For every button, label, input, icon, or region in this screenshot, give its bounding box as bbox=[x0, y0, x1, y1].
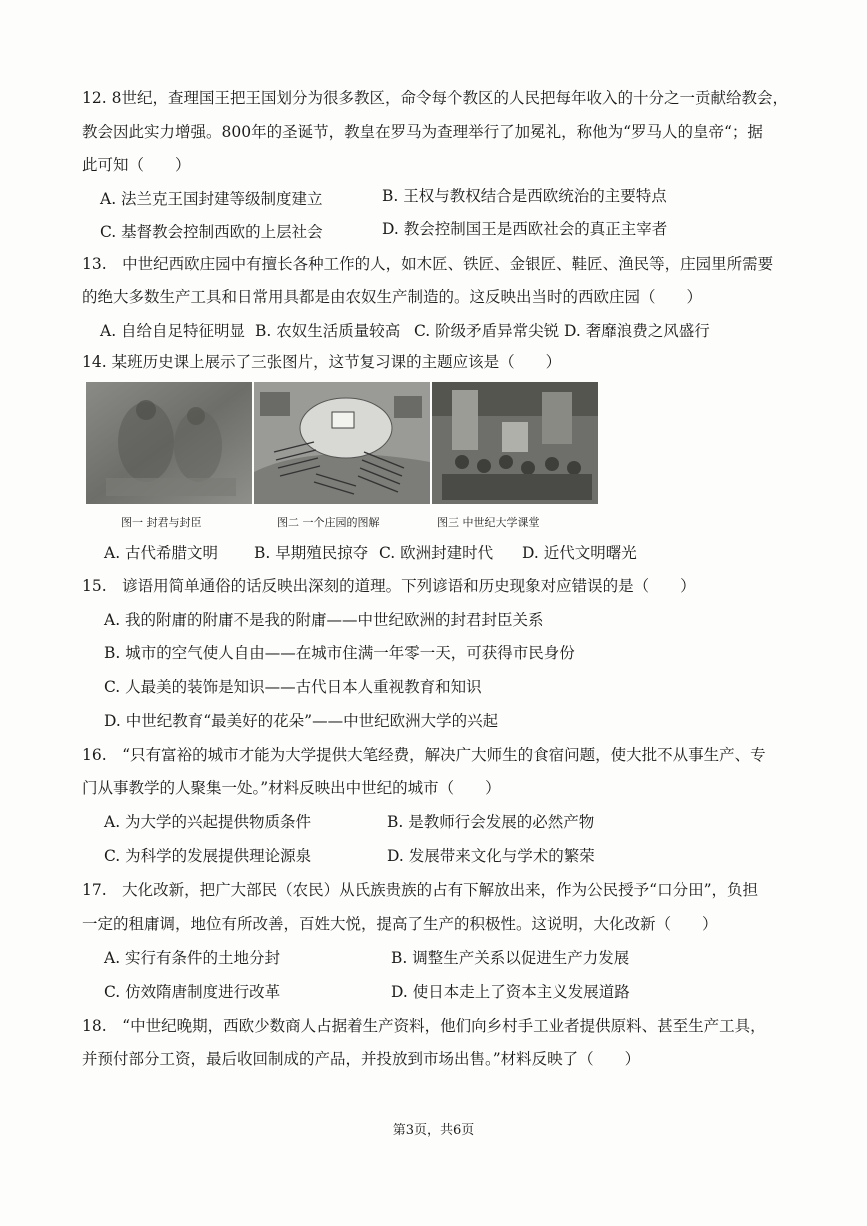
q13-line-1: 13. 中世纪西欧庄园中有擅长各种工作的人，如木匠、铁匠、金银匠、鞋匠、渔民等，庄园里所需要 bbox=[82, 255, 774, 273]
q12-option-d: D. 教会控制国王是西欧社会的真正主宰者 bbox=[382, 220, 668, 238]
q17-option-a: A. 实行有条件的土地分封 bbox=[104, 949, 281, 967]
q12-option-b: B. 王权与教权结合是西欧统治的主要特点 bbox=[382, 187, 667, 205]
q12-line-3: 此可知（ ） bbox=[82, 156, 191, 174]
q15-option-d: D. 中世纪教育“最美好的花朵”——中世纪欧洲大学的兴起 bbox=[104, 712, 499, 730]
figure-university-classroom-image bbox=[432, 382, 598, 504]
figure-lord-vassal bbox=[86, 382, 252, 504]
q14-option-b: B. 早期殖民掠夺 bbox=[254, 544, 369, 562]
q18-line-2: 并预付部分工资，最后收回制成的产品，并投放到市场出售。”材料反映了（ ） bbox=[82, 1050, 641, 1068]
q12-option-a: A. 法兰克王国封建等级制度建立 bbox=[100, 190, 323, 208]
q13-option-a: A. 自给自足特征明显 bbox=[100, 322, 246, 340]
q14-line-1: 14. 某班历史课上展示了三张图片，这节复习课的主题应该是（ ） bbox=[82, 353, 562, 371]
q16-line-1: 16. “只有富裕的城市才能为大学提供大笔经费，解决广大师生的食宿问题，使大批不从事生产、专 bbox=[82, 746, 766, 764]
q16-option-b: B. 是教师行会发展的必然产物 bbox=[387, 813, 595, 831]
q16-line-2: 门从事教学的人聚集一处。”材料反映出中世纪的城市（ ） bbox=[82, 779, 501, 797]
q13-line-2: 的绝大多数生产工具和日常用具都是由农奴生产制造的。这反映出当时的西欧庄园（ ） bbox=[82, 288, 703, 306]
q17-option-d: D. 使日本走上了资本主义发展道路 bbox=[391, 983, 630, 1001]
q15-option-a: A. 我的附庸的附庸不是我的附庸——中世纪欧洲的封君封臣关系 bbox=[104, 611, 544, 629]
q17-option-c: C. 仿效隋唐制度进行改革 bbox=[104, 983, 281, 1001]
figure-lord-vassal-image bbox=[86, 382, 252, 504]
caption-figure-3: 图三 中世纪大学课堂 bbox=[437, 516, 540, 529]
q15-option-c: C. 人最美的装饰是知识——古代日本人重视教育和知识 bbox=[104, 678, 482, 696]
q15-option-b: B. 城市的空气使人自由——在城市住满一年零一天，可获得市民身份 bbox=[104, 644, 575, 662]
q13-option-b: B. 农奴生活质量较高 bbox=[255, 322, 401, 340]
q13-option-d: D. 奢靡浪费之风盛行 bbox=[564, 322, 710, 340]
q16-option-c: C. 为科学的发展提供理论源泉 bbox=[104, 847, 312, 865]
q14-option-d: D. 近代文明曙光 bbox=[522, 544, 637, 562]
q12-line-1: 12. 8世纪，查理国王把王国划分为很多教区，命令每个教区的人民把每年收入的十分之一贡献给教会， bbox=[82, 89, 788, 107]
q12-option-c: C. 基督教会控制西欧的上层社会 bbox=[100, 223, 323, 241]
q17-line-1: 17. 大化改新，把广大部民（农民）从氏族贵族的占有下解放出来，作为公民授予“口分田”，负担 bbox=[82, 881, 759, 899]
q14-option-c: C. 欧洲封建时代 bbox=[379, 544, 494, 562]
caption-figure-1: 图一 封君与封臣 bbox=[121, 516, 202, 529]
q14-figure-strip bbox=[86, 382, 598, 504]
figure-manor-diagram-image bbox=[254, 382, 430, 504]
q12-line-2: 教会因此实力增强。800年的圣诞节，教皇在罗马为查理举行了加冕礼，称他为“罗马人的皇帝“；据 bbox=[82, 123, 763, 141]
q17-line-2: 一定的租庸调，地位有所改善，百姓大悦，提高了生产的积极性。这说明，大化改新（ ） bbox=[82, 915, 718, 933]
q17-option-b: B. 调整生产关系以促进生产力发展 bbox=[391, 949, 630, 967]
q16-option-d: D. 发展带来文化与学术的繁荣 bbox=[387, 847, 595, 865]
caption-figure-2: 图二 一个庄园的图解 bbox=[277, 516, 380, 529]
page-number: 第3页，共6页 bbox=[392, 1123, 475, 1138]
q16-option-a: A. 为大学的兴起提供物质条件 bbox=[104, 813, 312, 831]
q15-line-1: 15. 谚语用简单通俗的话反映出深刻的道理。下列谚语和历史现象对应错误的是（ ） bbox=[82, 577, 696, 595]
q14-option-a: A. 古代希腊文明 bbox=[104, 544, 219, 562]
figure-manor-diagram bbox=[254, 382, 430, 504]
q13-option-c: C. 阶级矛盾异常尖锐 bbox=[414, 322, 560, 340]
q18-line-1: 18. “中世纪晚期，西欧少数商人占据着生产资料，他们向乡村手工业者提供原料、甚至生产工具， bbox=[82, 1017, 766, 1035]
figure-university-classroom bbox=[432, 382, 598, 504]
